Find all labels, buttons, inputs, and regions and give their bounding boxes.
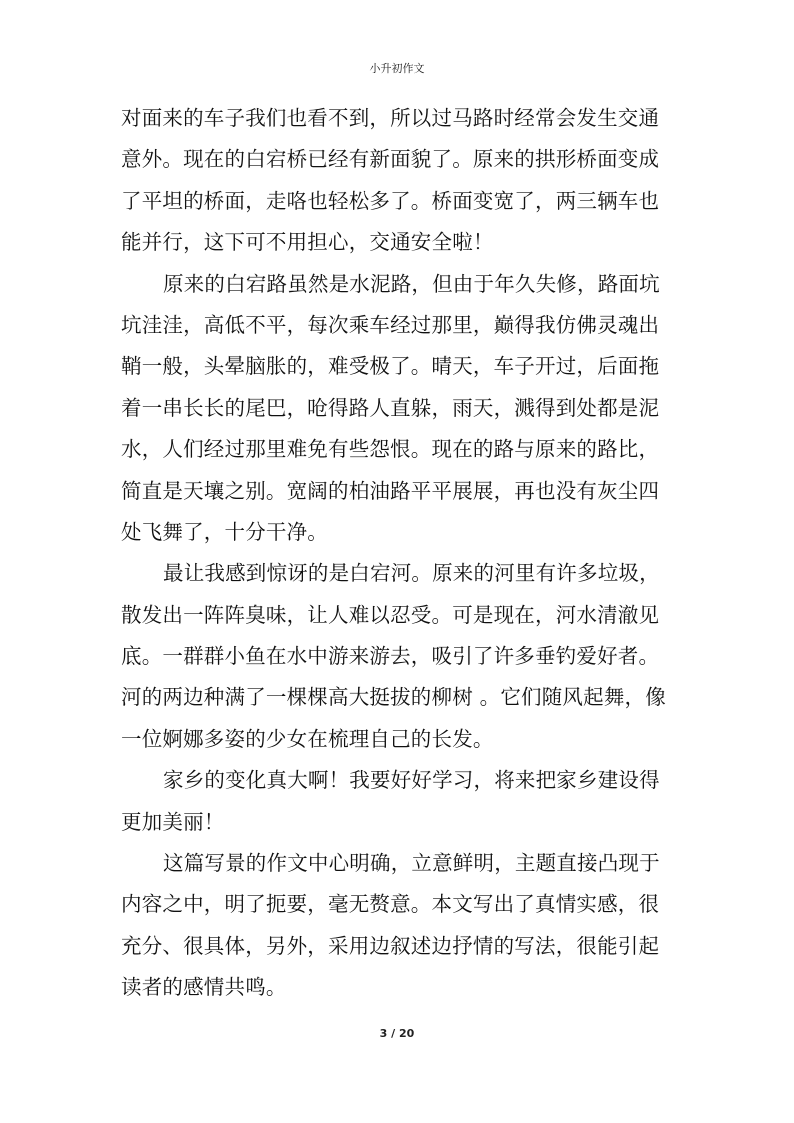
text-line: 处飞舞了，十分干净。 xyxy=(121,519,328,544)
text-line: 内容之中，明了扼要，毫无赘意。本文写出了真情实感，很 xyxy=(121,892,660,917)
paragraph-1 xyxy=(121,98,697,264)
text-line: 家乡的变化真大啊！我要好好学习，将来把家乡建设得 xyxy=(163,768,660,793)
text-line: 水，人们经过那里难免有些怨恨。现在的路与原来的路比， xyxy=(121,437,660,462)
paragraph-3 xyxy=(121,553,697,760)
text-line: 一位婀娜多姿的少女在梳理自己的长发。 xyxy=(121,726,494,751)
text-line: 了平坦的桥面，走咯也轻松多了。桥面变宽了，两三辆车也 xyxy=(121,188,660,213)
document-body xyxy=(121,98,697,1009)
text-line: 鞘一般，头晕脑胀的，难受极了。晴天，车子开过，后面拖 xyxy=(121,354,660,379)
text-line: 意外。现在的白宕桥已经有新面貌了。原来的拱形桥面变成 xyxy=(121,147,660,172)
paragraph-4 xyxy=(121,760,697,843)
text-line: 散发出一阵阵臭味，让人难以忍受。可是现在，河水清澈见 xyxy=(121,602,660,627)
text-line: 简直是天壤之别。宽阔的柏油路平平展展，再也没有灰尘四 xyxy=(121,478,660,503)
text-line: 坑洼洼，高低不平，每次乘车经过那里，巅得我仿佛灵魂出 xyxy=(121,312,660,337)
text-line: 底。一群群小鱼在水中游来游去，吸引了许多垂钓爱好者。 xyxy=(121,644,660,669)
text-line: 对面来的车子我们也看不到，所以过马路时经常会发生交通 xyxy=(121,106,660,130)
paragraph-2 xyxy=(121,264,697,554)
page-number: 3 / 20 xyxy=(379,1027,415,1040)
text-line: 河的两边种满了一棵棵高大挺拔的柳树 。它们随风起舞，像 xyxy=(121,685,666,710)
text-line: 这篇写景的作文中心明确，立意鲜明，主题直接凸现于 xyxy=(163,851,660,876)
text-line: 着一串长长的尾巴，呛得路人直躲，雨天，溅得到处都是泥 xyxy=(121,395,660,420)
paragraph-5 xyxy=(121,843,697,1009)
text-line: 原来的白宕路虽然是水泥路，但由于年久失修，路面坑 xyxy=(163,271,660,296)
text-line: 读者的感情共鸣。 xyxy=(121,975,287,1000)
text-line: 能并行，这下可不用担心，交通安全啦！ xyxy=(121,230,494,255)
text-line: 更加美丽！ xyxy=(121,809,225,834)
text-line: 充分、很具体，另外，采用边叙述边抒情的写法，很能引起 xyxy=(121,933,660,958)
text-line: 最让我感到惊讶的是白宕河。原来的河里有许多垃圾， xyxy=(163,561,660,586)
page-header: 小升初作文 xyxy=(369,62,425,75)
